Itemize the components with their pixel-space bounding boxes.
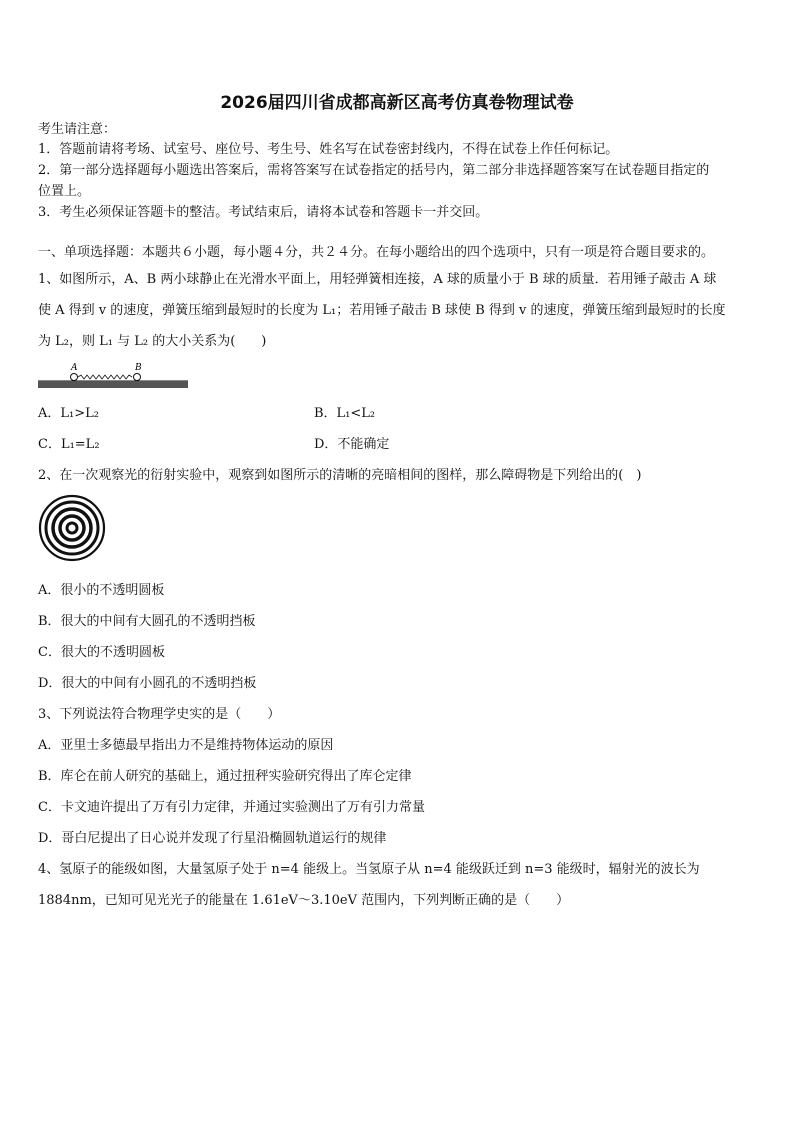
question-4-line: 4、氢原子的能级如图，大量氢原子处于 n=4 能级上。当氢原子从 n=4 能级跃迁到 n=3 能级时，辐射光的波长为	[38, 862, 700, 877]
ground-hatch	[38, 381, 188, 388]
q2-option-b: B．很大的中间有大圆孔的不透明挡板	[38, 614, 256, 629]
q1-option-d: D．不能确定	[314, 437, 390, 452]
ball-a	[71, 374, 78, 381]
q1-option-a: A．L₁>L₂	[38, 406, 99, 421]
notice-item: 1．答题前请将考场、试室号、座位号、考生号、姓名写在试卷密封线内，不得在试卷上作任何标记。	[38, 142, 619, 157]
question-1-line: 使 A 得到 v 的速度，弹簧压缩到最短时的长度为 L₁；若用锤子敲击 B 球使 B 得到 v 的速度，弹簧压缩到最短时的长度	[38, 303, 726, 318]
q2-option-c: C．很大的不透明圆板	[38, 645, 165, 660]
question-1-line: 为 L₂，则 L₁ 与 L₂ 的大小关系为( )	[38, 334, 267, 349]
q1-option-b: B．L₁<L₂	[314, 406, 376, 421]
q3-option-c: C．卡文迪许提出了万有引力定律，并通过实验测出了万有引力常量	[38, 800, 425, 815]
notice-item: 2．第一部分选择题每小题选出答案后，需将答案写在试卷指定的括号内，第二部分非选择题答案写在试卷题目指定的	[38, 163, 710, 178]
page-title: 2026届四川省成都高新区高考仿真卷物理试卷	[220, 93, 574, 113]
q3-option-b: B．库仑在前人研究的基础上，通过扭秤实验研究得出了库仑定律	[38, 769, 412, 784]
q1-option-c: C．L₁=L₂	[38, 437, 100, 452]
ball-a-label: A	[71, 363, 78, 373]
spring-balls-figure	[36, 360, 196, 392]
q3-option-d: D．哥白尼提出了日心说并发现了行星沿椭圆轨道运行的规律	[38, 831, 387, 846]
q2-option-a: A．很小的不透明圆板	[38, 583, 165, 598]
diffraction-rings-figure	[38, 494, 106, 562]
notice-heading: 考生请注意：	[38, 122, 117, 137]
question-3-text: 3、下列说法符合物理学史实的是（ ）	[38, 707, 281, 722]
q2-option-d: D．很大的中间有小圆孔的不透明挡板	[38, 676, 257, 691]
notice-item: 位置上。	[38, 184, 91, 199]
spring	[78, 375, 132, 379]
q3-option-a: A．亚里士多德最早指出力不是维持物体运动的原因	[38, 738, 334, 753]
question-4-line: 1884nm，已知可见光光子的能量在 1.61eV～3.10eV 范围内，下列判断正确的是（ ）	[38, 893, 570, 908]
section-heading: 一、单项选择题：本题共６小题，每小题４分，共２４分。在每小题给出的四个选项中，只有一项是符合题目要求的。	[38, 245, 715, 260]
question-1-line: 1、如图所示，A、B 两小球静止在光滑水平面上，用轻弹簧相连接，A 球的质量小于 B 球的质量．若用锤子敲击 A 球	[38, 272, 717, 287]
ball-b	[134, 374, 141, 381]
ball-b-label: B	[135, 363, 142, 373]
notice-item: 3．考生必须保证答题卡的整洁。考试结束后，请将本试卷和答题卡一并交回。	[38, 205, 489, 220]
question-2-text: 2、在一次观察光的衍射实验中，观察到如图所示的清晰的亮暗相间的图样，那么障碍物是下列给出的( )	[38, 468, 642, 483]
